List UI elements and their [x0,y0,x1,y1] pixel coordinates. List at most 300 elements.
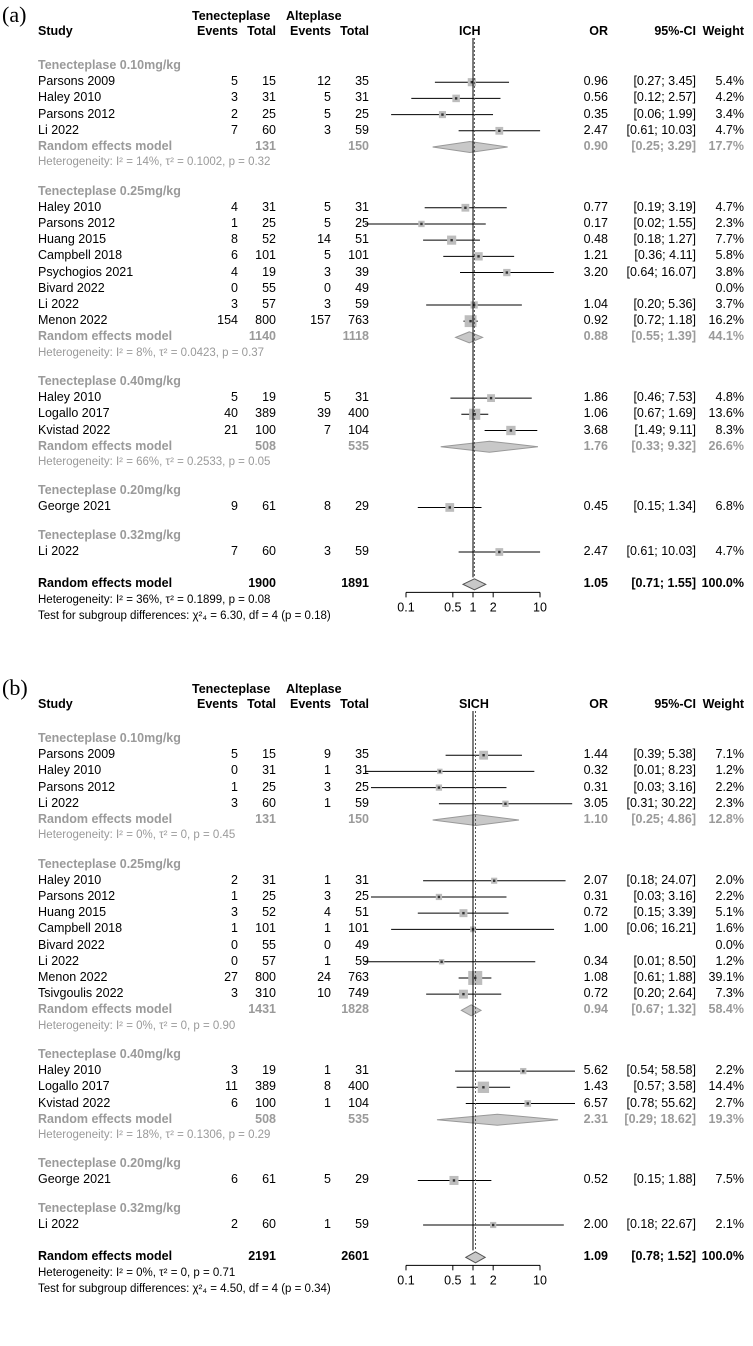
study-or: 2.07 [583,872,608,887]
study-weight: 1.2% [715,953,744,968]
random-weight: 12.8% [708,812,744,826]
study-weight: 3.7% [715,296,744,311]
study-weight: 3.4% [715,106,744,121]
study-or: 0.17 [583,215,608,230]
study-events-alt: 12 [317,74,331,89]
study-name: Li 2022 [38,1217,80,1231]
study-total-tnk: 19 [262,264,276,279]
study-events-alt: 5 [324,248,331,263]
study-ci: [0.01; 8.23] [633,763,696,778]
study-events-alt: 5 [324,1172,331,1187]
study-events-tnk: 1 [231,921,238,936]
study-or: 0.72 [583,986,608,1001]
subgroup-heterogeneity: Heterogeneity: I² = 18%, τ² = 0.1306, p = 0.29 [38,1128,271,1141]
study-total-alt: 25 [355,106,369,121]
overall-total-alt: 1891 [341,576,369,591]
study-events-tnk: 40 [224,406,238,421]
study-total-alt: 400 [348,406,369,421]
study-weight: 39.1% [708,969,744,984]
subgroup-title: Tenecteplase 0.32mg/kg [38,527,181,542]
study-events-tnk: 2 [231,872,238,887]
study-0-2-point [441,113,443,115]
study-total-tnk: 55 [262,937,276,952]
random-ci: [0.29; 18.62] [624,1111,696,1126]
study-weight: 5.1% [715,905,744,920]
study-ci: [0.20; 2.64] [633,986,696,1001]
study-or: 0.52 [583,1172,608,1187]
study-weight: 2.1% [715,1217,744,1231]
study-ci: [0.15; 1.34] [633,499,696,514]
study-1-2-point [450,239,452,241]
header-events-tnk: Events [197,697,238,711]
study-events-tnk: 1 [231,779,238,794]
study-events-alt: 3 [324,264,331,279]
study-total-tnk: 31 [262,90,276,105]
study-total-tnk: 31 [262,872,276,887]
study-total-alt: 29 [355,1172,369,1187]
study-total-alt: 35 [355,747,369,762]
study-or: 0.72 [583,905,608,920]
study-name: Kvistad 2022 [38,422,111,437]
subgroup-test: Test for subgroup differences: χ²₄ = 6.30, df = 4 (p = 0.18) [38,609,331,622]
study-weight: 0.0% [715,280,744,295]
study-total-alt: 31 [355,872,369,887]
study-total-alt: 51 [355,232,369,247]
overall-total-tnk: 2191 [248,1249,276,1264]
study-name: Menon 2022 [38,969,108,984]
random-effects-label: Random effects model [38,1002,173,1017]
study-total-alt: 31 [355,763,369,778]
study-total-tnk: 310 [255,986,276,1001]
subgroup-title: Tenecteplase 0.10mg/kg [38,731,181,745]
study-events-alt: 1 [324,1217,331,1231]
study-name: Haley 2010 [38,390,102,405]
study-total-alt: 25 [355,779,369,794]
study-total-tnk: 52 [262,905,276,920]
study-total-alt: 31 [355,1063,369,1078]
header-or: OR [589,697,608,711]
study-total-alt: 101 [348,921,369,936]
study-events-alt: 1 [324,921,331,936]
study-total-tnk: 57 [262,953,276,968]
study-total-alt: 104 [348,1095,369,1110]
random-effects-label: Random effects model [38,139,173,153]
study-events-tnk: 7 [231,122,238,137]
study-or: 1.86 [583,390,608,405]
study-1-3-point [477,255,479,257]
study-events-tnk: 0 [231,953,238,968]
study-total-tnk: 61 [262,1172,276,1187]
overall-heterogeneity: Heterogeneity: I² = 0%, τ² = 0, p = 0.71 [38,1266,236,1279]
panel-b [0,673,753,1346]
study-total-tnk: 60 [262,544,276,558]
header-ci: 95%-CI [654,24,696,38]
study-total-tnk: 25 [262,106,276,121]
subgroup-heterogeneity: Heterogeneity: I² = 8%, τ² = 0.0423, p = 0.37 [38,346,265,359]
study-events-alt: 39 [317,406,331,421]
study-name: Bivard 2022 [38,280,105,295]
study-events-alt: 9 [324,747,331,762]
study-name: Psychogios 2021 [38,264,134,279]
random-total-tnk: 508 [255,1111,276,1126]
random-total-alt: 535 [348,1111,369,1126]
x-tick-label: 0.5 [444,600,462,615]
study-2-2-point [527,1102,529,1104]
header-outcome: ICH [459,24,481,38]
study-events-alt: 5 [324,390,331,405]
study-ci: [0.46; 7.53] [633,390,696,405]
study-total-tnk: 60 [262,795,276,810]
study-1-5-point [440,961,442,963]
study-events-tnk: 4 [231,199,238,214]
study-weight: 1.2% [715,763,744,778]
study-ci: [0.67; 1.69] [633,406,696,421]
study-ci: [0.54; 58.58] [626,1063,696,1078]
study-or: 1.06 [583,406,608,421]
study-ci: [0.64; 16.07] [626,264,696,279]
study-name: Li 2022 [38,795,80,810]
random-effects-label: Random effects model [38,438,173,453]
study-events-tnk: 6 [231,248,238,263]
study-name: Tsivgoulis 2022 [38,986,124,1001]
study-events-tnk: 154 [217,313,238,328]
header-ci: 95%-CI [654,697,696,711]
study-events-tnk: 27 [224,969,238,984]
x-tick-label: 0.1 [397,600,415,615]
study-1-2-point [462,912,464,914]
study-or: 3.68 [583,422,608,437]
study-name: Campbell 2018 [38,248,123,263]
study-weight: 4.7% [715,122,744,137]
study-events-tnk: 6 [231,1095,238,1110]
study-ci: [0.18; 24.07] [626,872,696,887]
study-name: Haley 2010 [38,199,102,214]
study-events-alt: 3 [324,888,331,903]
study-name: Haley 2010 [38,872,102,887]
study-events-tnk: 1 [231,215,238,230]
study-total-alt: 31 [355,199,369,214]
study-events-tnk: 0 [231,763,238,778]
study-total-alt: 59 [355,122,369,137]
study-ci: [0.01; 8.50] [633,953,696,968]
study-total-alt: 59 [355,953,369,968]
header-tenecteplase: Tenecteplase [192,682,271,696]
study-ci: [0.61; 1.88] [633,969,696,984]
study-total-tnk: 19 [262,1063,276,1078]
study-4-0-point [498,551,500,553]
header-events-tnk: Events [197,24,238,38]
study-total-tnk: 101 [255,921,276,936]
study-name: Bivard 2022 [38,937,105,952]
random-ci: [0.33; 9.32] [631,438,696,453]
overall-weight: 100.0% [701,1249,744,1264]
study-total-tnk: 25 [262,888,276,903]
study-ci: [0.31; 30.22] [626,795,696,810]
study-total-alt: 49 [355,937,369,952]
overall-diamond [466,1252,485,1263]
header-weight: Weight [702,697,744,711]
study-weight: 4.2% [715,90,744,105]
study-total-tnk: 25 [262,779,276,794]
study-1-0-point [464,207,466,209]
study-ci: [0.12; 2.57] [633,90,696,105]
study-1-4-point [506,271,508,273]
study-weight: 2.3% [715,215,744,230]
study-ci: [0.02; 1.55] [633,215,696,230]
study-name: Campbell 2018 [38,921,123,936]
study-0-1-point [439,770,441,772]
study-2-0-point [490,397,492,399]
study-name: Kvistad 2022 [38,1095,111,1110]
study-events-tnk: 4 [231,264,238,279]
study-ci: [0.61; 10.03] [626,544,696,558]
overall-ci: [0.71; 1.55] [631,576,696,591]
study-or: 0.31 [583,779,608,794]
study-weight: 13.6% [708,406,744,421]
study-weight: 14.4% [708,1079,744,1094]
study-or: 0.48 [583,232,608,247]
study-events-alt: 10 [317,986,331,1001]
study-ci: [0.78; 55.62] [626,1095,696,1110]
study-total-tnk: 31 [262,199,276,214]
study-or: 0.77 [583,199,608,214]
random-total-alt: 1828 [341,1002,369,1017]
random-or: 1.10 [583,812,608,826]
header-tenecteplase: Tenecteplase [192,9,271,23]
x-tick-label: 2 [489,600,497,615]
study-weight: 7.5% [715,1172,744,1187]
study-name: Li 2022 [38,953,80,968]
study-name: Li 2022 [38,544,80,558]
study-total-alt: 101 [348,248,369,263]
study-or: 1.08 [583,969,608,984]
study-total-tnk: 800 [255,969,276,984]
study-events-alt: 7 [324,422,331,437]
x-tick-label: 1 [469,1273,477,1288]
study-total-alt: 29 [355,499,369,514]
study-total-alt: 51 [355,905,369,920]
study-or: 2.00 [583,1217,608,1231]
study-or: 1.44 [583,747,608,762]
study-total-alt: 49 [355,280,369,295]
study-or: 0.56 [583,90,608,105]
study-or: 5.62 [583,1063,608,1078]
study-name: George 2021 [38,1172,111,1187]
random-total-tnk: 1140 [248,329,276,344]
study-weight: 7.3% [715,986,744,1001]
study-weight: 2.0% [715,872,744,887]
study-name: Menon 2022 [38,313,108,328]
random-total-tnk: 508 [255,438,276,453]
subgroup-heterogeneity: Heterogeneity: I² = 14%, τ² = 0.1002, p = 0.32 [38,156,271,169]
study-events-alt: 1 [324,763,331,778]
study-0-2-point [438,786,440,788]
study-total-tnk: 31 [262,763,276,778]
study-0-1-point [455,97,457,99]
study-events-tnk: 5 [231,74,238,89]
study-name: Parsons 2012 [38,888,116,903]
study-weight: 6.8% [715,499,744,514]
header-alteplase: Alteplase [286,682,342,696]
study-events-alt: 3 [324,296,331,311]
study-events-tnk: 2 [231,106,238,121]
study-total-alt: 400 [348,1079,369,1094]
subgroup-diamond-1 [461,1005,481,1016]
study-events-tnk: 3 [231,905,238,920]
study-weight: 4.8% [715,390,744,405]
subgroup-title: Tenecteplase 0.40mg/kg [38,373,181,388]
study-or: 0.35 [583,106,608,121]
study-total-alt: 25 [355,888,369,903]
study-events-alt: 3 [324,122,331,137]
study-events-alt: 8 [324,499,331,514]
study-events-alt: 1 [324,872,331,887]
study-weight: 4.7% [715,199,744,214]
overall-ci: [0.78; 1.52] [631,1249,696,1264]
study-total-alt: 25 [355,215,369,230]
subgroup-test: Test for subgroup differences: χ²₄ = 4.50, df = 4 (p = 0.34) [38,1282,331,1295]
study-weight: 3.8% [715,264,744,279]
subgroup-title: Tenecteplase 0.10mg/kg [38,58,181,72]
header-study: Study [38,697,73,711]
study-total-alt: 59 [355,795,369,810]
header-total-alt: Total [340,24,369,38]
random-total-alt: 150 [348,139,369,153]
random-total-tnk: 131 [255,812,276,826]
random-ci: [0.25; 4.86] [631,812,696,826]
header-alteplase: Alteplase [286,9,342,23]
study-events-alt: 1 [324,795,331,810]
study-events-alt: 3 [324,779,331,794]
study-name: Parsons 2009 [38,747,116,762]
study-name: Logallo 2017 [38,406,110,421]
study-events-tnk: 3 [231,795,238,810]
subgroup-diamond-2 [437,1114,558,1125]
study-1-6-point [474,977,476,979]
study-ci: [0.15; 3.39] [633,905,696,920]
random-total-tnk: 131 [255,139,276,153]
overall-weight: 100.0% [701,576,744,591]
random-ci: [0.25; 3.29] [631,139,696,153]
header-total-tnk: Total [247,697,276,711]
study-events-alt: 0 [324,280,331,295]
x-tick-label: 10 [533,1273,547,1288]
study-events-tnk: 5 [231,747,238,762]
subgroup-title: Tenecteplase 0.20mg/kg [38,483,181,498]
study-events-alt: 3 [324,544,331,558]
study-total-alt: 104 [348,422,369,437]
study-total-alt: 35 [355,74,369,89]
study-or: 0.45 [583,499,608,514]
random-ci: [0.67; 1.32] [631,1002,696,1017]
study-weight: 7.7% [715,232,744,247]
study-total-alt: 763 [348,969,369,984]
study-2-2-point [510,429,512,431]
subgroup-title: Tenecteplase 0.40mg/kg [38,1046,181,1061]
study-name: Li 2022 [38,122,80,137]
study-total-alt: 39 [355,264,369,279]
study-total-tnk: 19 [262,390,276,405]
study-weight: 5.4% [715,74,744,89]
study-or: 0.96 [583,74,608,89]
study-total-alt: 749 [348,986,369,1001]
study-total-alt: 59 [355,544,369,558]
study-total-tnk: 25 [262,215,276,230]
study-ci: [0.03; 3.16] [633,779,696,794]
subgroup-title: Tenecteplase 0.20mg/kg [38,1156,181,1171]
study-total-tnk: 101 [255,248,276,263]
study-ci: [1.49; 9.11] [634,422,696,437]
panel-label: (a) [2,2,27,27]
study-1-1-point [438,896,440,898]
study-total-tnk: 55 [262,280,276,295]
study-name: Parsons 2012 [38,215,116,230]
study-events-tnk: 3 [231,1063,238,1078]
study-events-alt: 5 [324,106,331,121]
header-weight: Weight [702,24,744,38]
random-weight: 19.3% [708,1111,744,1126]
overall-total-alt: 2601 [341,1249,369,1264]
study-total-tnk: 389 [255,1079,276,1094]
overall-or: 1.05 [583,576,608,591]
study-events-alt: 1 [324,1063,331,1078]
random-or: 2.31 [583,1111,608,1126]
random-ci: [0.55; 1.39] [631,329,696,344]
study-or: 2.47 [583,544,608,558]
study-weight: 0.0% [715,937,744,952]
study-0-3-point [504,803,506,805]
subgroup-title: Tenecteplase 0.25mg/kg [38,856,181,871]
study-or: 3.05 [583,795,608,810]
study-weight: 2.2% [715,779,744,794]
study-events-tnk: 21 [224,422,238,437]
study-total-alt: 31 [355,90,369,105]
study-or: 0.31 [583,888,608,903]
study-events-alt: 5 [324,90,331,105]
study-or: 1.43 [583,1079,608,1094]
study-1-0-point [493,880,495,882]
study-name: Parsons 2012 [38,779,116,794]
study-ci: [0.03; 3.16] [633,888,696,903]
study-total-tnk: 57 [262,296,276,311]
overall-diamond [463,579,486,590]
subgroup-heterogeneity: Heterogeneity: I² = 0%, τ² = 0, p = 0.45 [38,829,236,842]
subgroup-heterogeneity: Heterogeneity: I² = 66%, τ² = 0.2533, p = 0.05 [38,455,271,468]
study-events-alt: 5 [324,215,331,230]
study-2-0-point [522,1070,524,1072]
random-total-tnk: 1431 [248,1002,276,1017]
study-or: 0.34 [583,953,608,968]
study-weight: 2.2% [715,1063,744,1078]
study-weight: 7.1% [715,747,744,762]
study-events-tnk: 6 [231,1172,238,1187]
study-name: Parsons 2009 [38,74,116,89]
random-weight: 58.4% [708,1002,744,1017]
random-weight: 44.1% [708,329,744,344]
study-name: Haley 2010 [38,90,102,105]
header-events-alt: Events [290,697,331,711]
study-total-tnk: 60 [262,1217,276,1231]
study-ci: [0.27; 3.45] [633,74,696,89]
subgroup-diamond-1 [456,332,483,343]
study-weight: 8.3% [715,422,744,437]
study-events-alt: 1 [324,953,331,968]
header-or: OR [589,24,608,38]
overall-label: Random effects model [38,576,173,591]
study-events-tnk: 3 [231,296,238,311]
random-or: 0.88 [583,329,608,344]
random-total-alt: 535 [348,438,369,453]
